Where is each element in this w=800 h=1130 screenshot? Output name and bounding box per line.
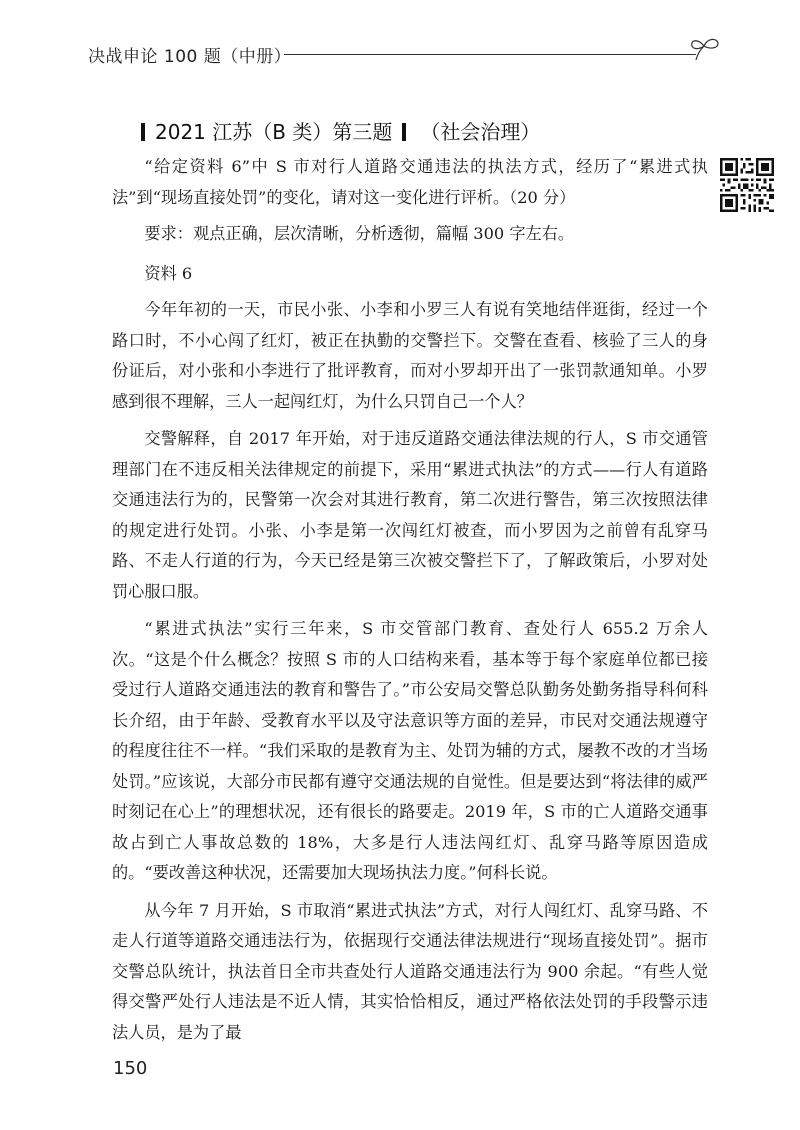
running-header (88, 36, 728, 76)
page-number: 150 (113, 1058, 148, 1079)
qr-code-icon (720, 158, 774, 212)
question-prompt: “给定资料 6”中 S 市对行人道路交通违法的执法方式，经历了“累进式执法”到“现场直接处罚”的变化，请对这一变化进行评析。（20 分） (112, 157, 708, 207)
exam-title: 2021 江苏（B 类）第三题 (155, 120, 393, 144)
material-label: 资料 6 (144, 263, 193, 283)
material-paragraph: 从今年 7 月开始，S 市取消“累进式执法”方式，对行人闯红灯、乱穿马路、不走人行道等道路交通违法行为，依据现行交通法律法规进行“现场直接处罚”。据市交警总队统计，执法首日全市共查处行人道路交通违法行为 900 余起。“有些人觉得交警严处行人违法是不近人情，其实恰恰相反，通过严格依法处罚的手段警示违法人员，是为了最 (112, 900, 708, 1042)
material-paragraph: “累进式执法”实行三年来，S 市交管部门教育、查处行人 655.2 万余人次。“这是个什么概念？按照 S 市的人口结构来看，基本等于每个家庭单位都已接受过行人道路交通违法的教育和警告了。”市公安局交警总队勤务处勤务指导科何科长介绍，由于年龄、受教育水平以及守法意识等方面的差异，市民对交通法规遵守的程度往往不一样。“我们采取的是教育为主、处罚为辅的方式，屡教不改的才当场处罚。”应该说，大部分市民都有遵守交通法规的自觉性。但是要达到“将法律的威严时刻记在心上”的理想状况，还有很长的路要走。2019 年，S 市的亡人道路交通事故占到亡人事故总数的 18%，大多是行人违法闯红灯、乱穿马路等原因造成的。“要改善这种状况，还需要加大现场执法力度。”何科长说。 (112, 619, 708, 882)
sprout-icon (688, 36, 722, 62)
material-paragraph: 交警解释，自 2017 年开始，对于违反道路交通法律法规的行人，S 市交通管理部门在不违反相关法律规定的前提下，采用“累进式执法”的方式——行人有道路交通违法行为的，民警第一次会对其进行教育，第二次进行警告，第三次按照法律的规定进行处罚。小张、小李是第一次闯红灯被查，而小罗因为之前曾有乱穿马路、不走人行道的行为，今天已经是第三次被交警拦下了，了解政策后，小罗对处罚心服口服。 (112, 429, 708, 601)
title-bar-right (402, 123, 406, 141)
page-content (112, 152, 708, 1055)
section-title (141, 116, 540, 145)
book-title: 决战申论 100 题（中册） (88, 47, 292, 67)
answer-requirements: 要求：观点正确，层次清晰，分析透彻，篇幅 300 字左右。 (144, 224, 575, 243)
title-bar-left (141, 123, 145, 141)
topic-category: （社会治理） (420, 120, 541, 144)
header-rule (284, 54, 696, 55)
material-paragraph: 今年年初的一天，市民小张、小李和小罗三人有说有笑地结伴逛街，经过一个路口时，不小心闯了红灯，被正在执勤的交警拦下。交警在查看、核验了三人的身份证后，对小张和小李进行了批评教育，而对小罗却开出了一张罚款通知单。小罗感到很不理解，三人一起闯红灯，为什么只罚自己一个人？ (112, 300, 708, 411)
